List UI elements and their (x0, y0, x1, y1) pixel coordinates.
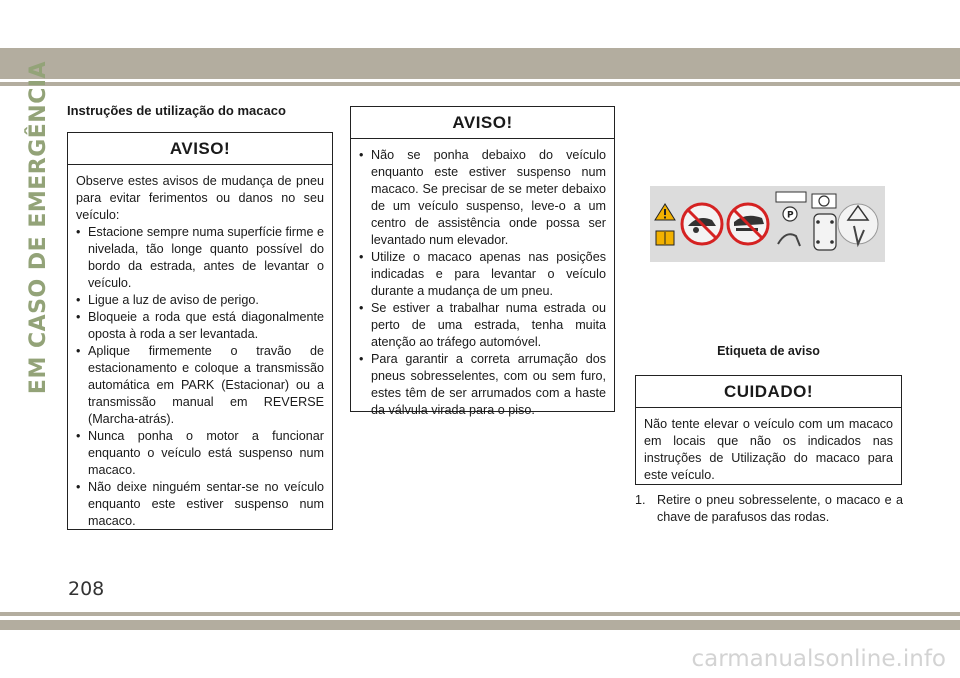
watermark-text: carmanualsonline.info (691, 646, 946, 672)
jack-points-icon (814, 214, 836, 250)
procedure-steps (635, 492, 903, 526)
warning-box-right-list (359, 147, 606, 419)
warning-box-left-list (76, 224, 324, 530)
caution-box-text: Não tente elevar o veículo com um macaco em locais que não os indicados nas instruções de Utilização do macaco para este veículo. (644, 417, 893, 482)
step-number: 1. (635, 493, 646, 507)
manual-book-icon (656, 231, 674, 245)
warning-box-right-title: AVISO! (351, 107, 614, 139)
list-item: • Não se ponha debaixo do veículo enquanto este estiver suspenso num macaco. Se precisar de se meter debaixo de um veículo suspenso, leve-o a um centro de assistência onde possa ser levantado num elevador. (359, 147, 606, 249)
list-item: • Nunca ponha o motor a funcionar enquanto o veículo está suspenso num macaco. (76, 428, 324, 479)
header-band (0, 48, 960, 79)
wheel-chock-icon (812, 194, 836, 208)
footer-rule (0, 612, 960, 616)
warning-label-caption: Etiqueta de aviso (717, 344, 820, 358)
no-person-under-car-icon (728, 204, 768, 244)
list-item: • Estacione sempre numa superfície firme e nivelada, tão longe quanto possível do bordo da estrada, antes de levantar o veículo. (76, 224, 324, 292)
list-item: • Aplique firmemente o travão de estacionamento e coloque a transmissão automática em PARK (Estacionar) ou a transmissão manual em REVERSE (Marcha-atrás). (76, 343, 324, 428)
footer-band (0, 620, 960, 630)
header-rule (0, 82, 960, 86)
list-item: • Para garantir a correta arrumação dos pneus sobresselentes, com ou sem furo, estes têm de ser arrumados com a haste da válvula virada para o piso. (359, 351, 606, 419)
no-crawl-under-icon (682, 204, 722, 244)
hazard-lights-icon (838, 204, 878, 244)
warning-box-right-body (351, 139, 614, 427)
chapter-title: EM CASO DE EMERGÊNCIA (26, 60, 52, 395)
warning-box-left-title: AVISO! (68, 133, 332, 165)
list-item: • Ligue a luz de aviso de perigo. (76, 292, 324, 309)
warning-box-left-intro: Observe estes avisos de mudança de pneu para evitar ferimentos ou danos no seu veículo: (76, 174, 324, 222)
warning-box-left (67, 132, 333, 530)
svg-text:P: P (787, 210, 794, 221)
list-item: • Não deixe ninguém sentar-se no veículo enquanto este estiver suspenso num macaco. (76, 479, 324, 530)
warning-box-left-body (68, 165, 332, 538)
chapter-side-tab (22, 60, 56, 395)
warning-box-right (350, 106, 615, 417)
list-item: • Utilize o macaco apenas nas posições indicadas e para levantar o veículo durante a mudança de um pneu. (359, 249, 606, 300)
list-item: • Bloqueie a roda que está diagonalmente oposta à roda a ser levantada. (76, 309, 324, 343)
page-number: 208 (68, 578, 105, 600)
list-item (635, 492, 903, 526)
list-item: • Se estiver a trabalhar numa estrada ou perto de uma estrada, tenha muita atenção ao tráfego automóvel. (359, 300, 606, 351)
section-title: Instruções de utilização do macaco (67, 103, 286, 118)
warning-label-image (650, 186, 885, 262)
caution-box (635, 375, 902, 485)
caution-box-body (636, 408, 901, 492)
caution-box-title: CUIDADO! (636, 376, 901, 408)
step-text: Retire o pneu sobresselente, o macaco e a chave de parafusos das rodas. (657, 493, 903, 524)
